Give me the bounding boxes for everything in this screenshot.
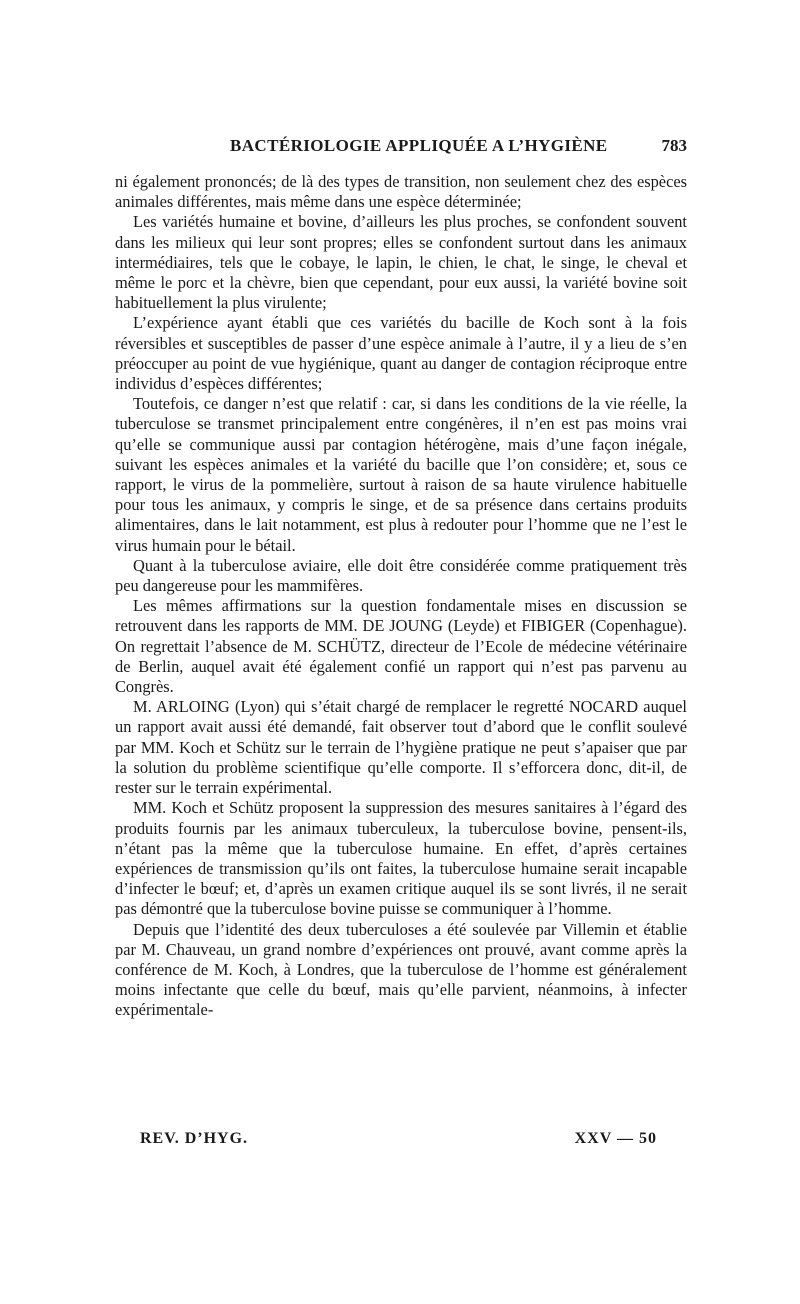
paragraph: L’expérience ayant établi que ces variétés du bacille de Koch sont à la fois réversibles et susceptibles de passer d’une espèce animale à l’autre, il y a lieu de s’en préoccuper au point de vue hygiénique, quant au danger de contagion réciproque entre individus d’espèces différentes;: [115, 313, 687, 394]
journal-abbreviation: REV. D’HYG.: [140, 1130, 249, 1147]
paragraph: Les mêmes affirmations sur la question fondamentale mises en discussion se retrouvent dans les rapports de MM. DE JOUNG (Leyde) et FIBIGER (Copenhague). On regrettait l’absence de M. SCHÜTZ, directeur de l’Ecole de médecine vétérinaire de Berlin, auquel avait été également confié un rapport qui n’est pas parvenu au Congrès.: [115, 596, 687, 697]
volume-signature: XXV — 50: [574, 1130, 657, 1147]
page-header: [0, 136, 687, 166]
running-title: BACTÉRIOLOGIE APPLIQUÉE A L’HYGIÈNE: [230, 136, 608, 155]
paragraph: Les variétés humaine et bovine, d’ailleurs les plus proches, se confondent souvent dans les milieux qui leur sont propres; elles se confondent surtout dans les animaux intermédiaires, tels que le cobaye, le lapin, le chien, le chat, le singe, le cheval et même le porc et la chèvre, bien que cependant, pour eux aussi, la variété bovine soit habituellement la plus virulente;: [115, 212, 687, 313]
body-text: [115, 172, 687, 1021]
paragraph: Quant à la tuberculose aviaire, elle doit être considérée comme pratiquement très peu dangereuse pour les mammifères.: [115, 555, 687, 596]
paragraph: MM. Koch et Schütz proposent la suppression des mesures sanitaires à l’égard des produits fournis par les animaux tuberculeux, la tuberculose bovine, pensent-ils, n’étant pas la même que la tuberculose humaine. En effet, d’après certaines expériences de transmission qu’ils ont faites, la tuberculose humaine serait incapable d’infecter le bœuf; et, d’après un examen critique auquel ils se sont livrés, il ne serait pas démontré que la tuberculose bovine puisse se communiquer à l’homme.: [115, 798, 687, 919]
page-footer: [140, 1130, 657, 1156]
page-number: 783: [661, 136, 687, 155]
paragraph: ni également prononcés; de là des types de transition, non seulement chez des espèces animales différentes, mais même dans une espèce déterminée;: [115, 172, 687, 212]
paragraph: M. ARLOING (Lyon) qui s’était chargé de remplacer le regretté NOCARD auquel un rapport avait aussi été demandé, fait observer tout d’abord que le conflit soulevé par MM. Koch et Schütz sur le terrain de l’hygiène pratique ne peut s’apaiser que par la solution du problème scientifique qu’elle comporte. Il s’efforcera donc, dit-il, de rester sur le terrain expérimental.: [115, 697, 687, 798]
paragraph: Depuis que l’identité des deux tuberculoses a été soulevée par Villemin et établie par M. Chauveau, un grand nombre d’expériences ont prouvé, avant comme après la conférence de M. Koch, à Londres, que la tuberculose de l’homme est généralement moins infectante que celle du bœuf, mais qu’elle parvient, néanmoins, à infecter expérimentale-: [115, 919, 687, 1020]
paragraph: Toutefois, ce danger n’est que relatif : car, si dans les conditions de la vie réelle, la tuberculose se transmet principalement entre congénères, il n’en est pas moins vrai qu’elle se communique aussi par contagion hétérogène, mais d’une façon inégale, suivant les espèces animales et la variété du bacille que l’on considère; et, sous ce rapport, le virus de la pommelière, surtout à raison de sa haute virulence habituelle pour tous les animaux, y compris le singe, et de sa présence dans certains produits alimentaires, dans le lait notamment, est plus à redouter pour l’homme que ne l’est le virus humain pour le bétail.: [115, 394, 687, 555]
